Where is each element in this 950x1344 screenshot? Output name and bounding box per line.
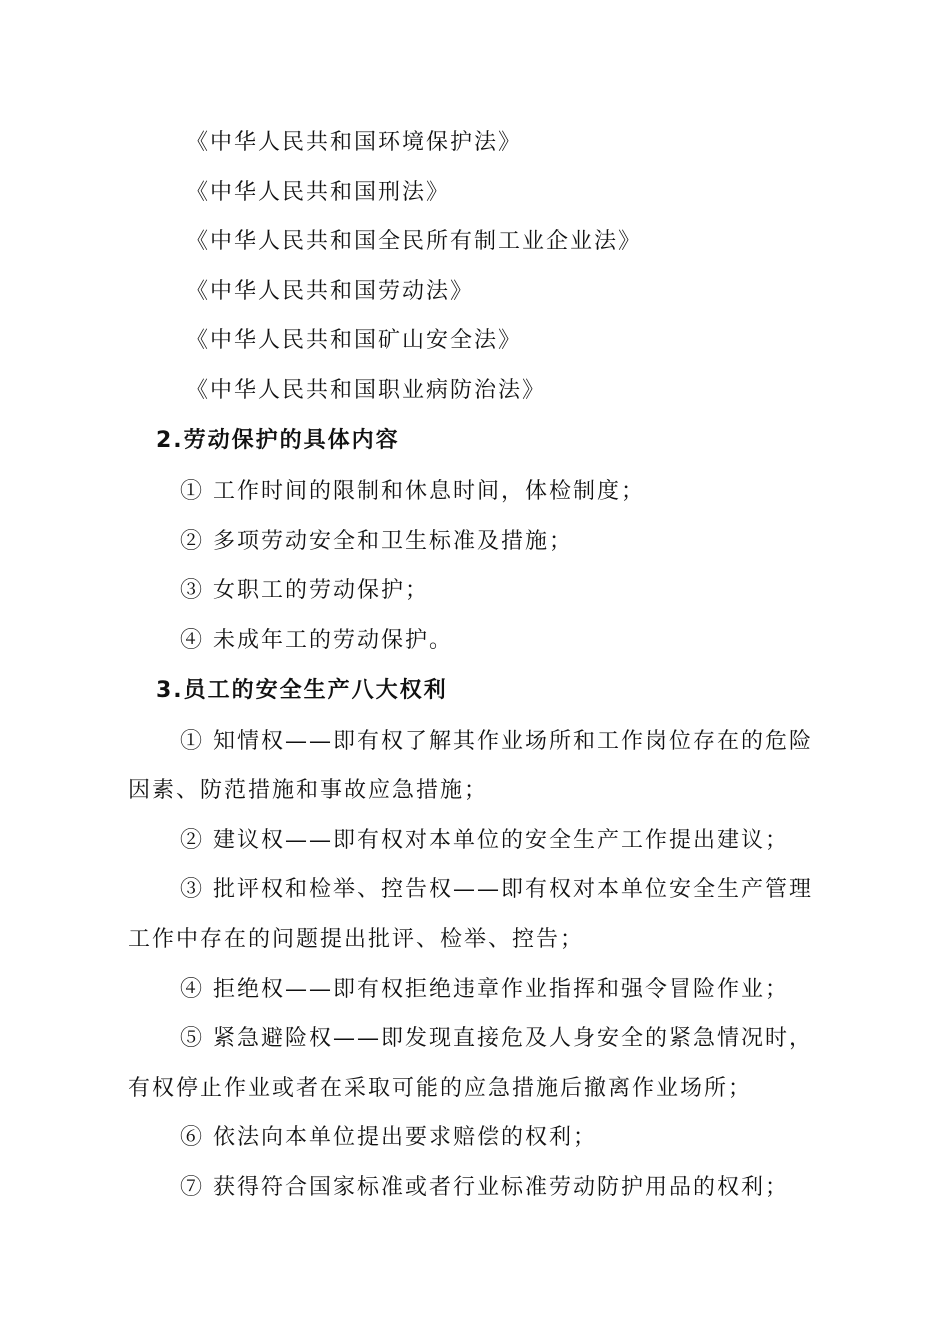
right-item-line: ③ 批评权和检举、控告权——即有权对本单位安全生产管理 <box>180 877 813 902</box>
list-item: ④ 未成年工的劳动保护。 <box>180 628 453 653</box>
law-list-item: 《中华人民共和国环境保护法》 <box>186 130 523 155</box>
right-item-line: ① 知情权——即有权了解其作业场所和工作岗位存在的危险 <box>180 729 813 754</box>
right-item-line: ⑤ 紧急避险权——即发现直接危及人身安全的紧急情况时， <box>180 1026 813 1051</box>
law-list-item: 《中华人民共和国矿山安全法》 <box>186 328 523 353</box>
right-item-continuation: 工作中存在的问题提出批评、检举、控告； <box>128 927 585 952</box>
right-item-line: ⑥ 依法向本单位提出要求赔偿的权利； <box>180 1125 597 1150</box>
right-item-continuation: 因素、防范措施和事故应急措施； <box>128 778 489 803</box>
list-item: ② 多项劳动安全和卫生标准及措施； <box>180 529 573 554</box>
right-item-continuation: 有权停止作业或者在采取可能的应急措施后撤离作业场所； <box>128 1076 753 1101</box>
law-list-item: 《中华人民共和国全民所有制工业企业法》 <box>186 229 643 254</box>
list-item: ③ 女职工的劳动保护； <box>180 578 429 603</box>
law-list-item: 《中华人民共和国职业病防治法》 <box>186 378 547 403</box>
list-item: ① 工作时间的限制和休息时间，体检制度； <box>180 479 645 504</box>
law-list-item: 《中华人民共和国劳动法》 <box>186 279 475 304</box>
right-item-line: ⑦ 获得符合国家标准或者行业标准劳动防护用品的权利； <box>180 1175 789 1200</box>
section-heading: 2.劳动保护的具体内容 <box>156 428 400 453</box>
section-heading: 3.员工的安全生产八大权利 <box>156 678 448 703</box>
right-item-line: ④ 拒绝权——即有权拒绝违章作业指挥和强令冒险作业； <box>180 977 789 1002</box>
law-list-item: 《中华人民共和国刑法》 <box>186 180 451 205</box>
right-item-line: ② 建议权——即有权对本单位的安全生产工作提出建议； <box>180 828 789 853</box>
